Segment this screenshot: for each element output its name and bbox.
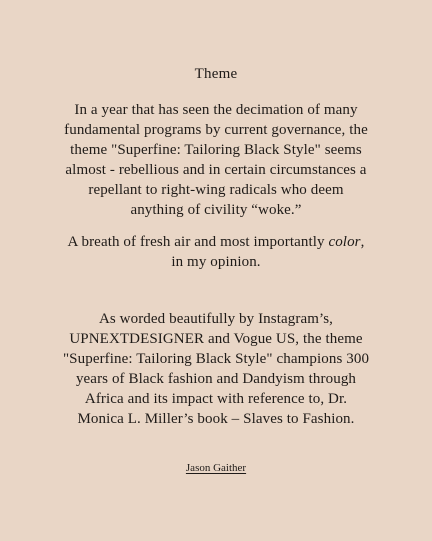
line-text: A breath of fresh air and most importantly <box>67 234 329 250</box>
paragraph-line: repellant to right-wing radicals who deem <box>88 182 344 198</box>
paragraph-line: UPNEXTDESIGNER and Vogue US, the theme <box>69 331 363 347</box>
paragraph-line: almost - rebellious and in certain circumstances a <box>65 162 367 178</box>
paragraph-opinion <box>10 232 422 272</box>
emphasis-color: color <box>328 234 361 250</box>
paragraph-line: years of Black fashion and Dandyism through <box>75 371 357 387</box>
paragraph-context <box>10 309 422 429</box>
author-link[interactable]: Jason Gaither <box>185 462 247 474</box>
paragraph-line: Africa and its impact with reference to, Dr. <box>84 391 348 407</box>
author-byline <box>0 461 432 475</box>
paragraph-line: in my opinion. <box>171 254 261 270</box>
line-punctuation: , <box>360 234 365 250</box>
paragraph-line <box>10 232 422 252</box>
paragraph-line: fundamental programs by current governance, the <box>64 122 368 138</box>
paragraph-line: anything of civility “woke.” <box>130 202 302 218</box>
paragraph-line: As worded beautifully by Instagram’s, <box>98 311 334 327</box>
paragraph-intro <box>10 100 422 220</box>
page-title: Theme <box>194 66 238 82</box>
paragraph-line: theme "Superfine: Tailoring Black Style" seems <box>70 142 362 158</box>
paragraph-line: In a year that has seen the decimation of many <box>74 102 358 118</box>
paragraph-line: "Superfine: Tailoring Black Style" champions 300 <box>62 351 370 367</box>
paragraph-line: Monica L. Miller’s book – Slaves to Fashion. <box>77 411 355 427</box>
